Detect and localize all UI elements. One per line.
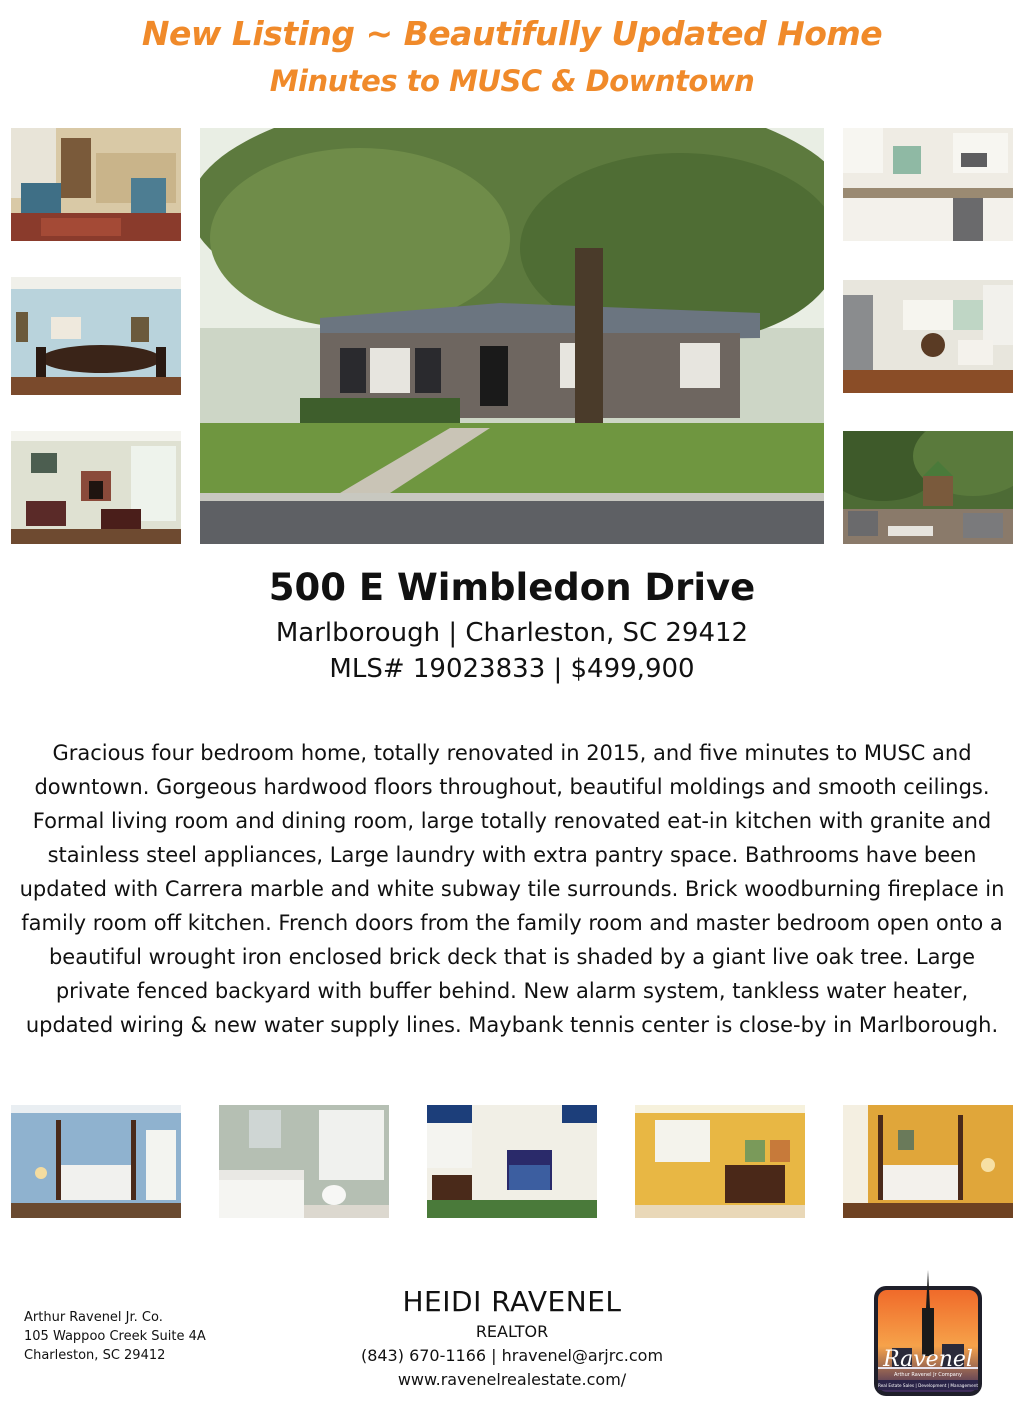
bathroom-photo	[219, 1105, 389, 1218]
ravenel-logo	[872, 1268, 984, 1398]
living-room-photo	[11, 128, 181, 241]
headline-new-listing: New Listing ~ Beautifully Updated Home	[141, 14, 883, 53]
agent-name: HEIDI RAVENEL	[402, 1285, 622, 1318]
nursery-photo	[635, 1105, 805, 1218]
property-location: Marlborough | Charleston, SC 29412	[275, 618, 749, 648]
family-room-photo	[11, 431, 181, 544]
agent-website-link[interactable]: www.ravenelrealestate.com/	[397, 1370, 627, 1389]
master-bedroom-photo	[11, 1105, 181, 1218]
headline-location: Minutes to MUSC & Downtown	[269, 64, 755, 98]
office-city: Charleston, SC 29412	[24, 1348, 166, 1363]
office-name: Arthur Ravenel Jr. Co.	[24, 1310, 163, 1325]
property-address: 500 E Wimbledon Drive	[268, 566, 756, 609]
logo-tagline: Real Estate Sales | Development | Management	[877, 1383, 979, 1388]
kitchen-photo	[843, 128, 1013, 241]
office-address-block	[24, 1308, 206, 1365]
house-exterior-photo	[200, 128, 824, 544]
kitchen-dining-photo	[843, 280, 1013, 393]
logo-company: Arthur Ravenel Jr Company	[893, 1372, 963, 1378]
property-description: Gracious four bedroom home, totally renovated in 2015, and five minutes to MUSC and downtown. Gorgeous hardwood floors throughout, beautiful moldings and smooth ceilings. Formal living room and dining room, large totally renovated eat-in kitchen with granite and stainless steel appliances, Large laundry with extra pantry space. Bathrooms have been updated with Carrera marble and white subway tile surrounds. Brick woodburning fireplace in family room off kitchen. French doors from the family room and master bedroom open onto a beautiful wrought iron enclosed brick deck that is shaded by a giant live oak tree. Large private fenced backyard with buffer behind. New alarm system, tankless water heater, updated wiring & new water supply lines. Maybank tennis center is close-by in Marlborough.	[19, 741, 1005, 1037]
agent-title: REALTOR	[475, 1322, 549, 1341]
office-street: 105 Wappoo Creek Suite 4A	[24, 1329, 206, 1344]
property-mls-price: MLS# 19023833 | $499,900	[329, 654, 695, 684]
agent-contact: (843) 670-1166 | hravenel@arjrc.com	[360, 1346, 664, 1365]
logo-wordmark: Ravenel	[883, 1347, 973, 1372]
guest-bedroom-photo	[843, 1105, 1013, 1218]
kids-bedroom-photo	[427, 1105, 597, 1218]
backyard-photo	[843, 431, 1013, 544]
dining-room-photo	[11, 277, 181, 395]
